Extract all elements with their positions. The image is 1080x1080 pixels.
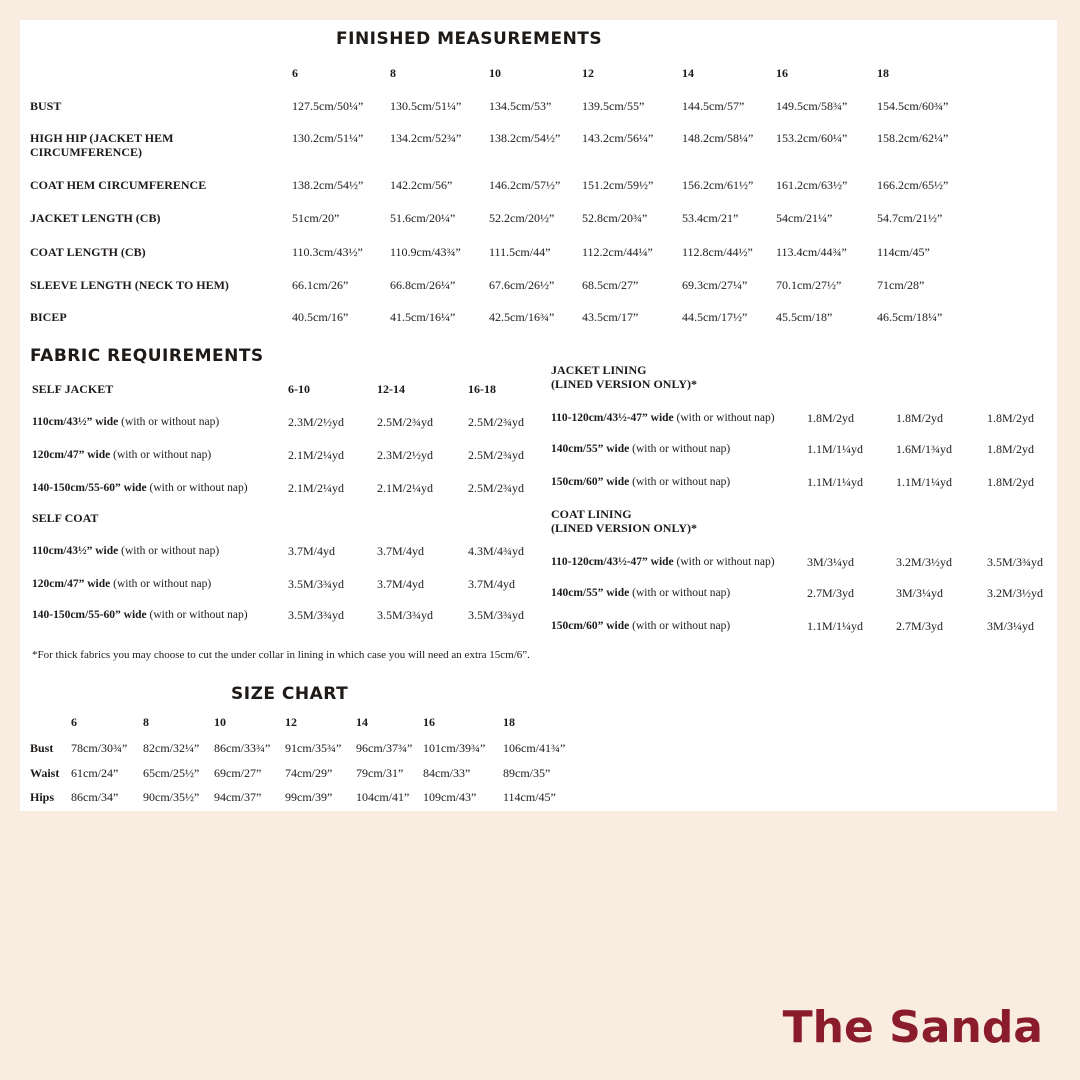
fm-cell: 149.5cm/58¾” xyxy=(776,99,848,113)
fabric-cell: 1.6M/1¾yd xyxy=(896,442,953,456)
fm-cell: 43.5cm/17” xyxy=(582,310,639,324)
fm-cell: 114cm/45” xyxy=(877,245,930,259)
fabric-cell: 3.5M/3¾yd xyxy=(377,608,434,622)
fm-cell: 66.8cm/26¼” xyxy=(390,278,456,292)
sc-cell: 89cm/35” xyxy=(503,766,551,780)
fabric-row-label xyxy=(551,586,730,600)
fm-cell: 139.5cm/55” xyxy=(582,99,645,113)
fabric-cell: 3.2M/3½yd xyxy=(987,586,1044,600)
fm-row-label: SLEEVE LENGTH (NECK TO HEM) xyxy=(30,278,229,292)
fm-cell: 134.2cm/52¾” xyxy=(390,131,462,145)
fabric-row-label xyxy=(551,442,730,456)
fm-cell: 54cm/21¼” xyxy=(776,211,833,225)
fabric-cell: 1.1M/1¼yd xyxy=(807,619,864,633)
fm-cell: 161.2cm/63½” xyxy=(776,178,848,192)
fm-cell: 143.2cm/56¼” xyxy=(582,131,654,145)
sc-size-6: 6 xyxy=(71,715,77,729)
fabric-cell: 3.7M/4yd xyxy=(468,577,516,591)
fabric-row-label xyxy=(551,555,775,569)
fabric-nap: (with or without nap) xyxy=(632,620,731,632)
fm-size-12: 12 xyxy=(582,66,594,80)
fm-cell: 67.6cm/26½” xyxy=(489,278,555,292)
fm-cell: 53.4cm/21” xyxy=(682,211,739,225)
fm-cell: 153.2cm/60¼” xyxy=(776,131,848,145)
fm-cell: 166.2cm/65½” xyxy=(877,178,949,192)
sc-cell: 69cm/27” xyxy=(214,766,262,780)
fabric-cell: 2.7M/3yd xyxy=(807,586,855,600)
fabric-cell: 3.7M/4yd xyxy=(377,577,425,591)
sc-cell: 99cm/39” xyxy=(285,790,333,804)
fabric-nap: (with or without nap) xyxy=(676,556,775,568)
fm-cell: 112.2cm/44¼” xyxy=(582,245,653,259)
fm-cell: 130.5cm/51¼” xyxy=(390,99,462,113)
fm-cell: 66.1cm/26” xyxy=(292,278,349,292)
fabric-width: 140-150cm/55-60” wide xyxy=(32,482,147,494)
coat-lining-line2: (LINED VERSION ONLY)* xyxy=(551,521,698,535)
fm-size-14: 14 xyxy=(682,66,694,80)
sc-size-12: 12 xyxy=(285,715,297,729)
fm-row-label: COAT HEM CIRCUMFERENCE xyxy=(30,178,207,192)
fabric-cell: 1.8M/2yd xyxy=(896,411,944,425)
fabric-cell: 1.8M/2yd xyxy=(807,411,855,425)
fabric-cell: 3.5M/3¾yd xyxy=(987,555,1044,569)
fm-cell: 41.5cm/16¼” xyxy=(390,310,456,324)
fm-cell: 51cm/20” xyxy=(292,211,340,225)
fm-cell: 148.2cm/58¼” xyxy=(682,131,754,145)
fm-cell: 70.1cm/27½” xyxy=(776,278,842,292)
sc-cell: 82cm/32¼” xyxy=(143,741,200,755)
fm-cell: 130.2cm/51¼” xyxy=(292,131,364,145)
fm-cell: 144.5cm/57” xyxy=(682,99,745,113)
sc-row-label: Hips xyxy=(30,790,55,804)
fabric-row-label xyxy=(551,619,730,633)
jacket-lining-line2: (LINED VERSION ONLY)* xyxy=(551,377,698,391)
sc-size-8: 8 xyxy=(143,715,149,729)
fabric-cell: 3.5M/3¾yd xyxy=(288,608,345,622)
fabric-cell: 2.5M/2¾yd xyxy=(468,481,525,495)
fabric-width: 120cm/47” wide xyxy=(32,449,111,461)
fabric-width: 110cm/43½” wide xyxy=(32,416,119,428)
fabric-cell: 2.5M/2¾yd xyxy=(468,448,525,462)
fabric-width: 150cm/60” wide xyxy=(551,620,630,632)
sc-cell: 106cm/41¾” xyxy=(503,741,566,755)
sc-cell: 94cm/37” xyxy=(214,790,262,804)
fm-row-label: BUST xyxy=(30,99,62,113)
sc-cell: 90cm/35½” xyxy=(143,790,200,804)
fabric-cell: 2.3M/2½yd xyxy=(288,415,345,429)
fm-cell: 52.2cm/20½” xyxy=(489,211,555,225)
fm-cell: 46.5cm/18¼” xyxy=(877,310,943,324)
fm-cell: 138.2cm/54½” xyxy=(292,178,364,192)
sc-cell: 86cm/33¾” xyxy=(214,741,271,755)
fabric-width: 150cm/60” wide xyxy=(551,476,630,488)
fabric-nap: (with or without nap) xyxy=(113,578,212,590)
fabric-col-6-10: 6-10 xyxy=(288,382,310,396)
sc-row-label: Bust xyxy=(30,741,54,755)
fm-size-10: 10 xyxy=(489,66,501,80)
fabric-cell: 2.5M/2¾yd xyxy=(377,415,434,429)
fabric-nap: (with or without nap) xyxy=(113,449,212,461)
fabric-cell: 3.5M/3¾yd xyxy=(288,577,345,591)
fm-size-8: 8 xyxy=(390,66,396,80)
fm-cell: 146.2cm/57½” xyxy=(489,178,561,192)
coat-lining-line1: COAT LINING xyxy=(551,507,632,521)
fabric-cell: 2.1M/2¼yd xyxy=(288,448,345,462)
fabric-cell: 2.1M/2¼yd xyxy=(288,481,345,495)
fabric-cell: 3M/3¼yd xyxy=(987,619,1035,633)
fabric-row-label xyxy=(551,411,775,425)
fm-cell: 142.2cm/56” xyxy=(390,178,453,192)
sc-cell: 91cm/35¾” xyxy=(285,741,342,755)
fabric-row-label xyxy=(32,448,211,462)
fabric-nap: (with or without nap) xyxy=(149,609,248,621)
fabric-cell: 4.3M/4¾yd xyxy=(468,544,525,558)
fabric-row-label xyxy=(32,608,248,622)
fm-cell: 54.7cm/21½” xyxy=(877,211,943,225)
fm-cell: 69.3cm/27¼” xyxy=(682,278,748,292)
sc-cell: 78cm/30¾” xyxy=(71,741,128,755)
sc-size-14: 14 xyxy=(356,715,368,729)
fm-cell: 71cm/28” xyxy=(877,278,925,292)
fm-row-label: BICEP xyxy=(30,310,67,324)
fm-size-6: 6 xyxy=(292,66,298,80)
fabric-cell: 2.1M/2¼yd xyxy=(377,481,434,495)
sc-cell: 74cm/29” xyxy=(285,766,333,780)
sc-size-10: 10 xyxy=(214,715,226,729)
fabric-cell: 1.8M/2yd xyxy=(987,442,1035,456)
fm-cell: 42.5cm/16¾” xyxy=(489,310,555,324)
fm-row-label: HIGH HIP (JACKET HEM CIRCUMFERENCE) xyxy=(30,131,174,159)
sc-cell: 101cm/39¾” xyxy=(423,741,486,755)
sc-cell: 96cm/37¾” xyxy=(356,741,413,755)
fabric-nap: (with or without nap) xyxy=(121,416,220,428)
fabric-cell: 2.7M/3yd xyxy=(896,619,944,633)
fabric-cell: 3.5M/3¾yd xyxy=(468,608,525,622)
fabric-cell: 3.2M/3½yd xyxy=(896,555,953,569)
fabric-cell: 2.3M/2½yd xyxy=(377,448,434,462)
coat-lining-label xyxy=(551,507,697,535)
sc-cell: 114cm/45” xyxy=(503,790,556,804)
fm-cell: 111.5cm/44” xyxy=(489,245,551,259)
fabric-width: 140cm/55” wide xyxy=(551,587,630,599)
fabric-width: 110-120cm/43½-47” wide xyxy=(551,556,674,568)
fabric-cell: 3.7M/4yd xyxy=(377,544,425,558)
fabric-cell: 1.8M/2yd xyxy=(987,475,1035,489)
self-coat-label: SELF COAT xyxy=(32,511,99,525)
fabric-nap: (with or without nap) xyxy=(632,443,731,455)
fm-cell: 112.8cm/44½” xyxy=(682,245,753,259)
fm-size-16: 16 xyxy=(776,66,788,80)
fabric-row-label xyxy=(32,481,248,495)
fm-cell: 44.5cm/17½” xyxy=(682,310,748,324)
fm-cell: 40.5cm/16” xyxy=(292,310,349,324)
fm-cell: 52.8cm/20¾” xyxy=(582,211,648,225)
sc-cell: 104cm/41” xyxy=(356,790,410,804)
fm-cell: 156.2cm/61½” xyxy=(682,178,754,192)
fabric-cell: 3M/3¼yd xyxy=(807,555,855,569)
sc-cell: 61cm/24” xyxy=(71,766,119,780)
fabric-nap: (with or without nap) xyxy=(676,412,775,424)
fm-row-label: COAT LENGTH (CB) xyxy=(30,245,146,259)
jacket-lining-label xyxy=(551,363,697,391)
finished-measurements-title: FINISHED MEASUREMENTS xyxy=(336,29,603,49)
fm-cell: 68.5cm/27” xyxy=(582,278,639,292)
fabric-cell: 1.8M/2yd xyxy=(987,411,1035,425)
fabric-cell: 3M/3¼yd xyxy=(896,586,944,600)
fabric-width: 110cm/43½” wide xyxy=(32,545,119,557)
fm-cell: 154.5cm/60¾” xyxy=(877,99,949,113)
measurements-card xyxy=(20,20,1057,811)
fabric-cell: 3.7M/4yd xyxy=(288,544,336,558)
sc-size-16: 16 xyxy=(423,715,435,729)
fabric-cell: 2.5M/2¾yd xyxy=(468,415,525,429)
fabric-cell: 1.1M/1¼yd xyxy=(807,475,864,489)
fabric-nap: (with or without nap) xyxy=(149,482,248,494)
thick-fabric-note: *For thick fabrics you may choose to cut the under collar in lining in which case you will need an extra 15cm/6”. xyxy=(32,649,530,661)
fabric-requirements-title: FABRIC REQUIREMENTS xyxy=(30,346,264,366)
sc-size-18: 18 xyxy=(503,715,515,729)
fabric-nap: (with or without nap) xyxy=(632,476,731,488)
brand-wordmark: The Sanda xyxy=(782,1002,1043,1053)
fabric-width: 140-150cm/55-60” wide xyxy=(32,609,147,621)
fabric-nap: (with or without nap) xyxy=(632,587,731,599)
sc-cell: 65cm/25½” xyxy=(143,766,200,780)
fm-cell: 110.9cm/43¾” xyxy=(390,245,461,259)
fabric-col-12-14: 12-14 xyxy=(377,382,405,396)
fm-cell: 127.5cm/50¼” xyxy=(292,99,364,113)
fm-cell: 45.5cm/18” xyxy=(776,310,833,324)
fabric-cell: 1.1M/1¼yd xyxy=(896,475,953,489)
fm-cell: 113.4cm/44¾” xyxy=(776,245,847,259)
fm-cell: 138.2cm/54½” xyxy=(489,131,561,145)
fabric-width: 110-120cm/43½-47” wide xyxy=(551,412,674,424)
fabric-nap: (with or without nap) xyxy=(121,545,220,557)
fabric-row-label xyxy=(551,475,730,489)
fabric-width: 120cm/47” wide xyxy=(32,578,111,590)
fm-cell: 151.2cm/59½” xyxy=(582,178,654,192)
fabric-cell: 1.1M/1¼yd xyxy=(807,442,864,456)
fm-cell: 110.3cm/43½” xyxy=(292,245,363,259)
fabric-row-label xyxy=(32,415,219,429)
fabric-width: 140cm/55” wide xyxy=(551,443,630,455)
fabric-row-label xyxy=(32,544,219,558)
sc-cell: 86cm/34” xyxy=(71,790,119,804)
fabric-row-label xyxy=(32,577,211,591)
size-chart-title: SIZE CHART xyxy=(231,684,349,704)
sc-cell: 79cm/31” xyxy=(356,766,404,780)
fm-cell: 51.6cm/20¼” xyxy=(390,211,456,225)
self-jacket-label: SELF JACKET xyxy=(32,382,114,396)
fabric-col-16-18: 16-18 xyxy=(468,382,496,396)
fm-cell: 134.5cm/53” xyxy=(489,99,552,113)
fm-row-label: JACKET LENGTH (CB) xyxy=(30,211,161,225)
sc-row-label: Waist xyxy=(30,766,60,780)
sc-cell: 84cm/33” xyxy=(423,766,471,780)
sc-cell: 109cm/43” xyxy=(423,790,477,804)
fm-size-18: 18 xyxy=(877,66,889,80)
jacket-lining-line1: JACKET LINING xyxy=(551,363,647,377)
fm-cell: 158.2cm/62¼” xyxy=(877,131,949,145)
